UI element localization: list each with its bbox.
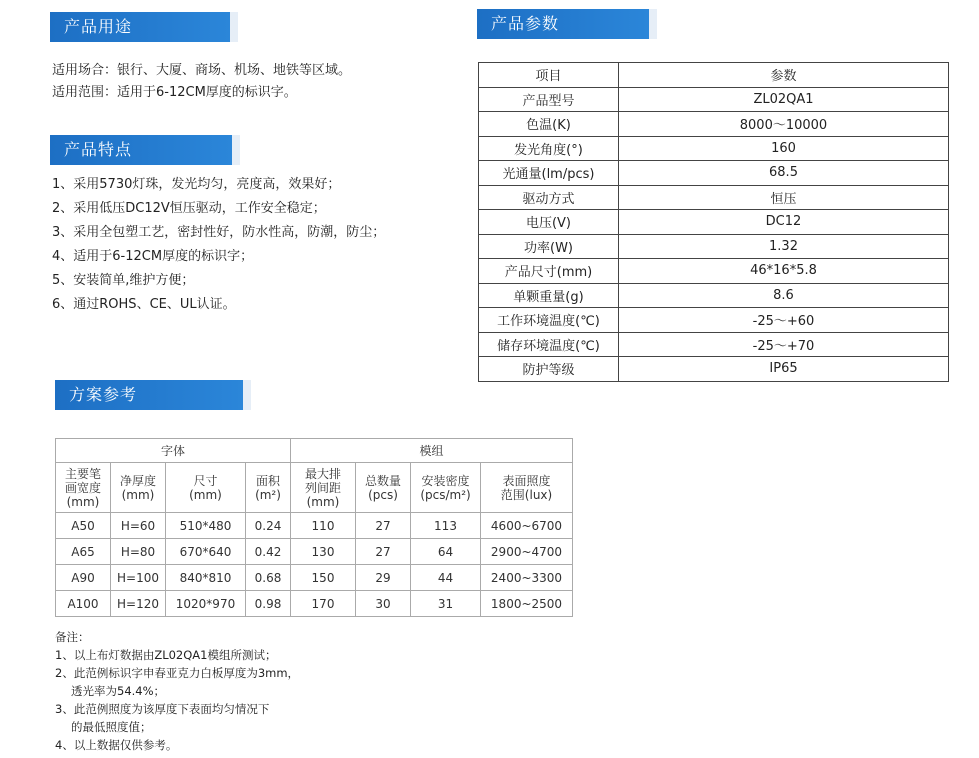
cell: H=120 — [111, 591, 166, 617]
cell: 0.98 — [246, 591, 291, 617]
param-label: 色温(K) — [479, 112, 619, 137]
cell: A50 — [56, 513, 111, 539]
note-item: 2、此范例标识字申春亚克力白板厚度为3mm， — [55, 666, 300, 680]
params-col-value: 参数 — [619, 63, 949, 88]
cell: 4600~6700 — [481, 513, 573, 539]
cell: 44 — [411, 565, 481, 591]
table-row — [479, 136, 949, 161]
param-label: 产品尺寸(mm) — [479, 259, 619, 284]
param-label: 单颗重量(g) — [479, 283, 619, 308]
table-row — [479, 259, 949, 284]
cell: 27 — [356, 513, 411, 539]
param-label: 防护等级 — [479, 357, 619, 382]
cell: A100 — [56, 591, 111, 617]
param-label: 储存环境温度(℃) — [479, 332, 619, 357]
col-total-qty: 总数量 (pcs) — [356, 463, 411, 513]
col-area: 面积 (m²) — [246, 463, 291, 513]
param-label: 功率(W) — [479, 234, 619, 259]
scheme-header — [55, 380, 243, 410]
param-value: 8.6 — [619, 283, 949, 308]
cell: 130 — [291, 539, 356, 565]
usage-line-1: 适用场合：银行、大厦、商场、机场、地铁等区域。 — [52, 63, 352, 78]
cell: 2900~4700 — [481, 539, 573, 565]
param-label: 驱动方式 — [479, 185, 619, 210]
cell: 1020*970 — [166, 591, 246, 617]
param-label: 电压(V) — [479, 210, 619, 235]
group-module-header: 模组 — [291, 439, 573, 463]
col-illuminance: 表面照度 范围(lux) — [481, 463, 573, 513]
param-value: 1.32 — [619, 234, 949, 259]
col-size: 尺寸 (mm) — [166, 463, 246, 513]
cell: 1800~2500 — [481, 591, 573, 617]
scheme-group-row — [56, 439, 573, 463]
table-row — [56, 591, 573, 617]
param-value: -25～+70 — [619, 332, 949, 357]
notes-title: 备注： — [55, 630, 90, 644]
feature-item: 3、采用全包塑工艺，密封性好，防水性高，防潮，防尘； — [52, 225, 386, 240]
usage-block — [52, 60, 351, 104]
cell: 110 — [291, 513, 356, 539]
param-value: 68.5 — [619, 161, 949, 186]
note-item: 1、以上布灯数据由ZL02QA1模组所测试； — [55, 648, 277, 662]
cell: 0.68 — [246, 565, 291, 591]
note-item-cont: 透光率为54.4%； — [71, 684, 166, 698]
scheme-column-row — [56, 463, 573, 513]
params-header — [477, 9, 649, 39]
cell: 0.24 — [246, 513, 291, 539]
scheme-table — [55, 438, 573, 617]
notes-block — [55, 628, 299, 754]
cell: 0.42 — [246, 539, 291, 565]
group-font-header: 字体 — [56, 439, 291, 463]
param-value: -25～+60 — [619, 308, 949, 333]
usage-title: 产品用途 — [64, 17, 133, 36]
table-row — [479, 161, 949, 186]
table-row — [56, 539, 573, 565]
table-row — [479, 357, 949, 382]
param-value: DC12 — [619, 210, 949, 235]
cell: 840*810 — [166, 565, 246, 591]
cell: 150 — [291, 565, 356, 591]
note-item-cont: 的最低照度值； — [71, 720, 152, 734]
cell: H=80 — [111, 539, 166, 565]
col-stroke-width: 主要笔 画宽度 (mm) — [56, 463, 111, 513]
param-value: 46*16*5.8 — [619, 259, 949, 284]
cell: 27 — [356, 539, 411, 565]
cell: 670*640 — [166, 539, 246, 565]
cell: 30 — [356, 591, 411, 617]
param-label: 发光角度(°) — [479, 136, 619, 161]
param-label: 工作环境温度(℃) — [479, 308, 619, 333]
cell: H=60 — [111, 513, 166, 539]
cell: A90 — [56, 565, 111, 591]
table-row — [479, 234, 949, 259]
usage-header — [50, 12, 230, 42]
table-row — [479, 112, 949, 137]
cell: 2400~3300 — [481, 565, 573, 591]
table-row — [479, 87, 949, 112]
params-header-row — [479, 63, 949, 88]
cell: 64 — [411, 539, 481, 565]
col-max-spacing: 最大排 列间距 (mm) — [291, 463, 356, 513]
params-title: 产品参数 — [491, 14, 560, 33]
feature-item: 2、采用低压DC12V恒压驱动，工作安全稳定； — [52, 201, 326, 216]
table-row — [479, 308, 949, 333]
table-row — [479, 332, 949, 357]
cell: 510*480 — [166, 513, 246, 539]
cell: A65 — [56, 539, 111, 565]
feature-item: 1、采用5730灯珠，发光均匀，亮度高，效果好； — [52, 177, 341, 192]
feature-item: 5、安装简单,维护方便； — [52, 273, 195, 288]
scheme-title: 方案参考 — [69, 385, 138, 404]
col-net-thickness: 净厚度 (mm) — [111, 463, 166, 513]
param-label: 光通量(lm/pcs) — [479, 161, 619, 186]
param-value: 8000～10000 — [619, 112, 949, 137]
feature-item: 6、通过ROHS、CE、UL认证。 — [52, 297, 236, 312]
features-header — [50, 135, 232, 165]
param-label: 产品型号 — [479, 87, 619, 112]
cell: 31 — [411, 591, 481, 617]
features-block — [52, 173, 385, 317]
cell: 170 — [291, 591, 356, 617]
note-item: 3、此范例照度为该厚度下表面均匀情况下 — [55, 702, 270, 716]
table-row — [479, 283, 949, 308]
cell: 113 — [411, 513, 481, 539]
param-value: 160 — [619, 136, 949, 161]
cell: 29 — [356, 565, 411, 591]
param-value: 恒压 — [619, 185, 949, 210]
table-row — [479, 185, 949, 210]
table-row — [56, 565, 573, 591]
note-item: 4、以上数据仅供参考。 — [55, 738, 178, 752]
usage-line-2: 适用范围：适用于6-12CM厚度的标识字。 — [52, 85, 297, 100]
params-table — [478, 62, 949, 382]
table-row — [56, 513, 573, 539]
table-row — [479, 210, 949, 235]
col-density: 安装密度 (pcs/m²) — [411, 463, 481, 513]
params-col-item: 项目 — [479, 63, 619, 88]
feature-item: 4、适用于6-12CM厚度的标识字； — [52, 249, 254, 264]
param-value: IP65 — [619, 357, 949, 382]
param-value: ZL02QA1 — [619, 87, 949, 112]
features-title: 产品特点 — [64, 140, 133, 159]
cell: H=100 — [111, 565, 166, 591]
